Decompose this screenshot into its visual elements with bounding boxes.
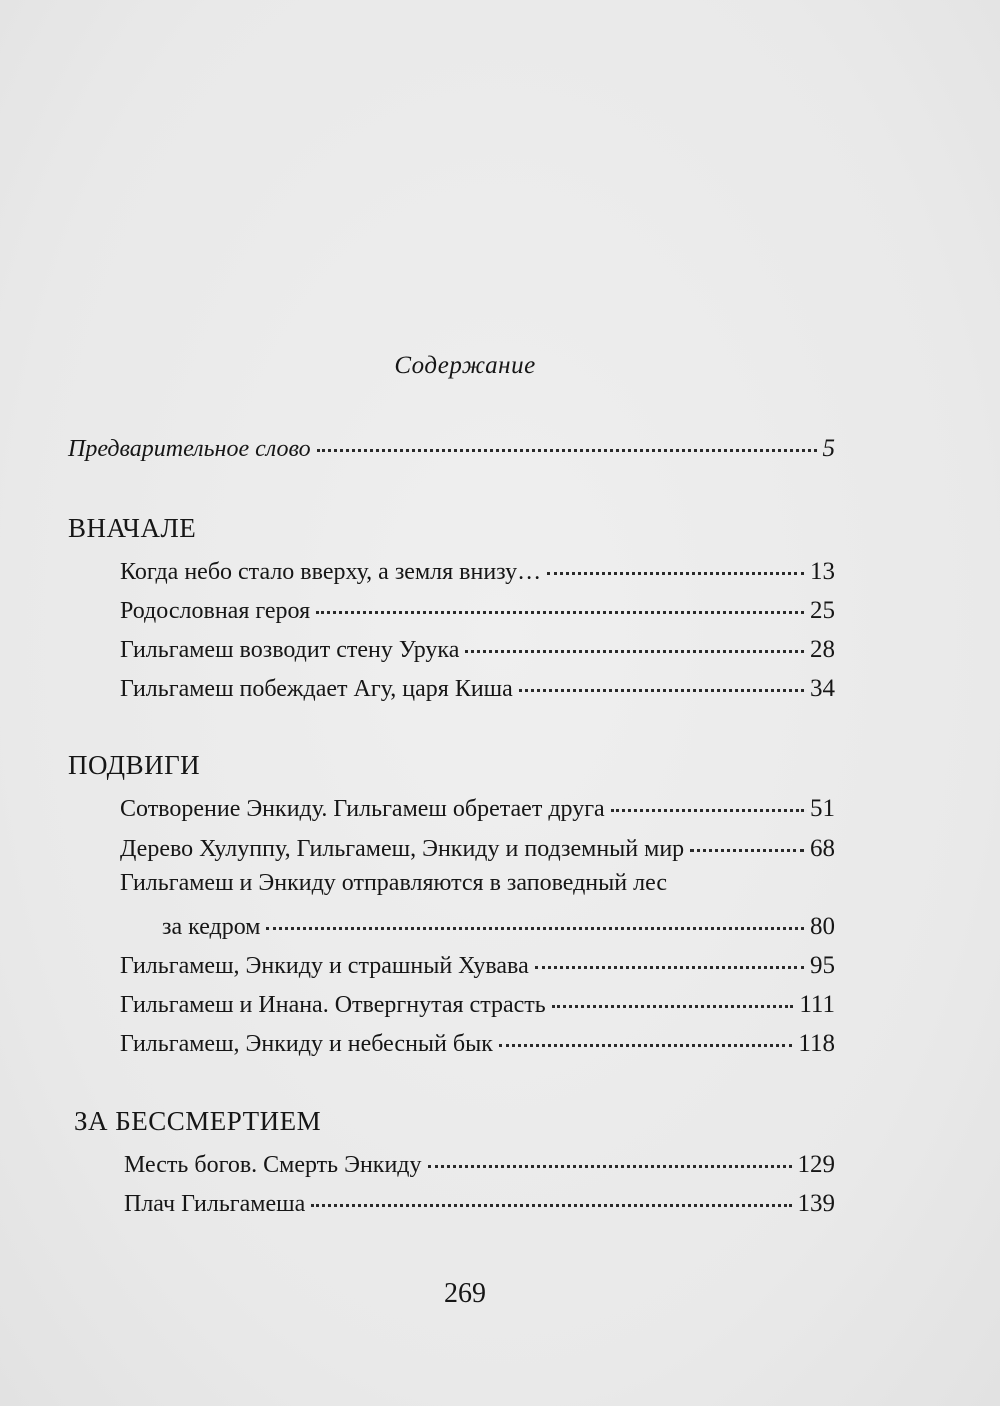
toc-entry-page: 25	[810, 597, 835, 624]
leader-dots	[535, 949, 804, 973]
toc-entry[interactable]	[120, 594, 835, 625]
page-number: 269	[444, 1278, 486, 1309]
leader-dots	[428, 1148, 792, 1172]
toc-entry[interactable]	[162, 910, 835, 941]
toc-entry-page: 118	[798, 1030, 835, 1057]
leader-dots	[611, 792, 804, 816]
leader-dots	[311, 1187, 791, 1211]
toc-entry[interactable]	[120, 988, 835, 1019]
toc-entry[interactable]	[124, 1187, 835, 1218]
toc-entry-page: 129	[797, 1151, 835, 1178]
toc-entry-page: 95	[810, 952, 835, 979]
leader-dots	[317, 432, 817, 456]
toc-entry-page: 5	[822, 435, 835, 462]
toc-entry-page: 13	[810, 558, 835, 585]
toc-entry-page: 111	[799, 991, 835, 1018]
section-heading: ЗА БЕССМЕРТИЕМ	[74, 1106, 322, 1136]
toc-entry-label: Гильгамеш побеждает Агу, царя Киша	[120, 676, 513, 702]
toc-entry-page: 68	[810, 835, 835, 862]
toc-entry[interactable]	[124, 1148, 835, 1179]
toc-entry-label: Когда небо стало вверху, а земля внизу…	[120, 559, 542, 585]
leader-dots	[316, 594, 804, 618]
leader-dots	[499, 1027, 793, 1051]
toc-entry-label: Сотворение Энкиду. Гильгамеш обретает друга	[120, 796, 605, 822]
section-heading: ВНАЧАЛЕ	[68, 513, 197, 543]
leader-dots	[465, 633, 804, 657]
leader-dots	[547, 555, 804, 579]
toc-entry-label: Гильгамеш, Энкиду и небесный бык	[120, 1031, 493, 1057]
leader-dots	[552, 988, 794, 1012]
leader-dots	[690, 832, 804, 856]
leader-dots	[519, 672, 804, 696]
toc-entry-label-continuation: за кедром	[162, 914, 261, 940]
toc-entry[interactable]	[120, 633, 835, 664]
toc-entry-label-first-line[interactable]: Гильгамеш и Энкиду отправляются в заповедный лес	[120, 870, 667, 896]
toc-entry-label: Гильгамеш, Энкиду и страшный Хувава	[120, 953, 529, 979]
toc-entry-label: Дерево Хулуппу, Гильгамеш, Энкиду и подземный мир	[120, 836, 685, 862]
toc-entry-label: Плач Гильгамеша	[124, 1191, 306, 1217]
toc-entry-label: Месть богов. Смерть Энкиду	[124, 1152, 422, 1178]
toc-entry-intro[interactable]	[68, 432, 835, 463]
toc-entry-page: 80	[810, 913, 835, 940]
leader-dots	[266, 910, 804, 934]
toc-entry-label: Предварительное слово	[68, 436, 311, 462]
toc-entry-page: 34	[810, 675, 835, 702]
section-heading: ПОДВИГИ	[68, 750, 201, 780]
toc-entry-page: 139	[797, 1190, 835, 1217]
toc-entry-page: 28	[810, 636, 835, 663]
toc-title: Содержание	[394, 352, 536, 379]
toc-entry-label: Родословная героя	[120, 598, 311, 624]
toc-entry-label: Гильгамеш возводит стену Урука	[120, 637, 460, 663]
toc-entry[interactable]	[120, 672, 835, 703]
toc-entry[interactable]	[120, 1027, 835, 1058]
toc-entry-page: 51	[810, 795, 835, 822]
toc-entry[interactable]	[120, 555, 835, 586]
toc-entry[interactable]	[120, 949, 835, 980]
toc-entry[interactable]	[120, 792, 835, 823]
toc-entry[interactable]	[120, 832, 835, 863]
toc-entry-label: Гильгамеш и Инана. Отвергнутая страсть	[120, 992, 546, 1018]
